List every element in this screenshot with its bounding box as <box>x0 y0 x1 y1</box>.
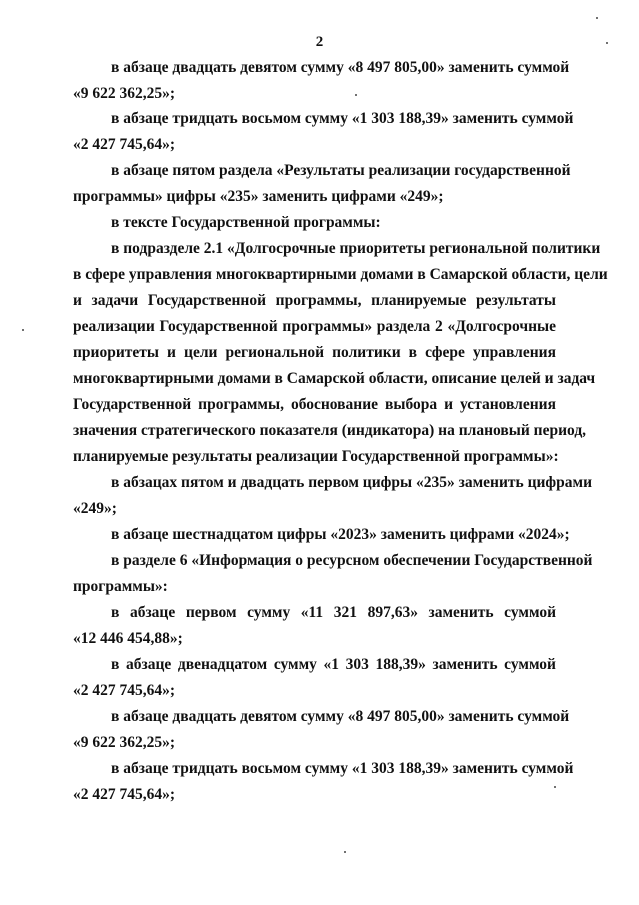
scan-speck <box>22 329 24 331</box>
scan-speck <box>606 42 608 44</box>
paragraph-line: «2 427 745,64»; <box>73 786 176 803</box>
scan-speck <box>596 17 598 19</box>
paragraph-line: в абзаце двенадцатом сумму «1 303 188,39» заменить суммой <box>111 656 556 673</box>
paragraph-line: «9 622 362,25»; <box>73 734 176 751</box>
paragraph-line: в абзаце двадцать девятом сумму «8 497 805,00» заменить суммой <box>111 708 570 725</box>
paragraph-line: в сфере управления многоквартирными домами в Самарской области, цели <box>73 266 608 283</box>
paragraph-line: в разделе 6 «Информация о ресурсном обеспечении Государственной <box>111 552 593 569</box>
scan-speck <box>554 786 556 788</box>
paragraph-line: и задачи Государственной программы, планируемые результаты <box>73 292 556 309</box>
paragraph-line: в абзаце двадцать девятом сумму «8 497 805,00» заменить суммой <box>111 59 570 76</box>
paragraph-line: Государственной программы, обоснование выбора и установления <box>73 396 556 413</box>
page-number: 2 <box>315 34 324 50</box>
scan-speck <box>344 851 346 853</box>
paragraph-line: в абзаце первом сумму «11 321 897,63» заменить суммой <box>111 604 556 621</box>
paragraph-line: значения стратегического показателя (индикатора) на плановый период, <box>73 422 587 439</box>
paragraph-line: в абзаце шестнадцатом цифры «2023» заменить цифрами «2024»; <box>111 526 570 543</box>
paragraph-line: в тексте Государственной программы: <box>111 214 381 231</box>
paragraph-line: «249»; <box>73 500 117 517</box>
paragraph-line: в подразделе 2.1 «Долгосрочные приоритеты региональной политики <box>111 240 601 257</box>
paragraph-line: программы»: <box>73 578 168 595</box>
paragraph-line: реализации Государственной программы» раздела 2 «Долгосрочные <box>73 318 556 335</box>
scan-speck <box>355 94 357 96</box>
paragraph-line: в абзацах пятом и двадцать первом цифры «235» заменить цифрами <box>111 474 593 491</box>
paragraph-line: «2 427 745,64»; <box>73 136 176 153</box>
paragraph-line: «12 446 454,88»; <box>73 630 183 647</box>
paragraph-line: в абзаце тридцать восьмом сумму «1 303 188,39» заменить суммой <box>111 110 574 127</box>
paragraph-line: программы» цифры «235» заменить цифрами «249»; <box>73 188 444 205</box>
paragraph-line: многоквартирными домами в Самарской области, описание целей и задач <box>73 370 596 387</box>
paragraph-line: планируемые результаты реализации Государственной программы»: <box>73 448 559 465</box>
paragraph-line: «9 622 362,25»; <box>73 85 176 102</box>
paragraph-line: в абзаце тридцать восьмом сумму «1 303 188,39» заменить суммой <box>111 760 574 777</box>
paragraph-line: «2 427 745,64»; <box>73 682 176 699</box>
paragraph-line: приоритеты и цели региональной политики в сфере управления <box>73 344 556 361</box>
paragraph-line: в абзаце пятом раздела «Результаты реализации государственной <box>111 162 571 179</box>
